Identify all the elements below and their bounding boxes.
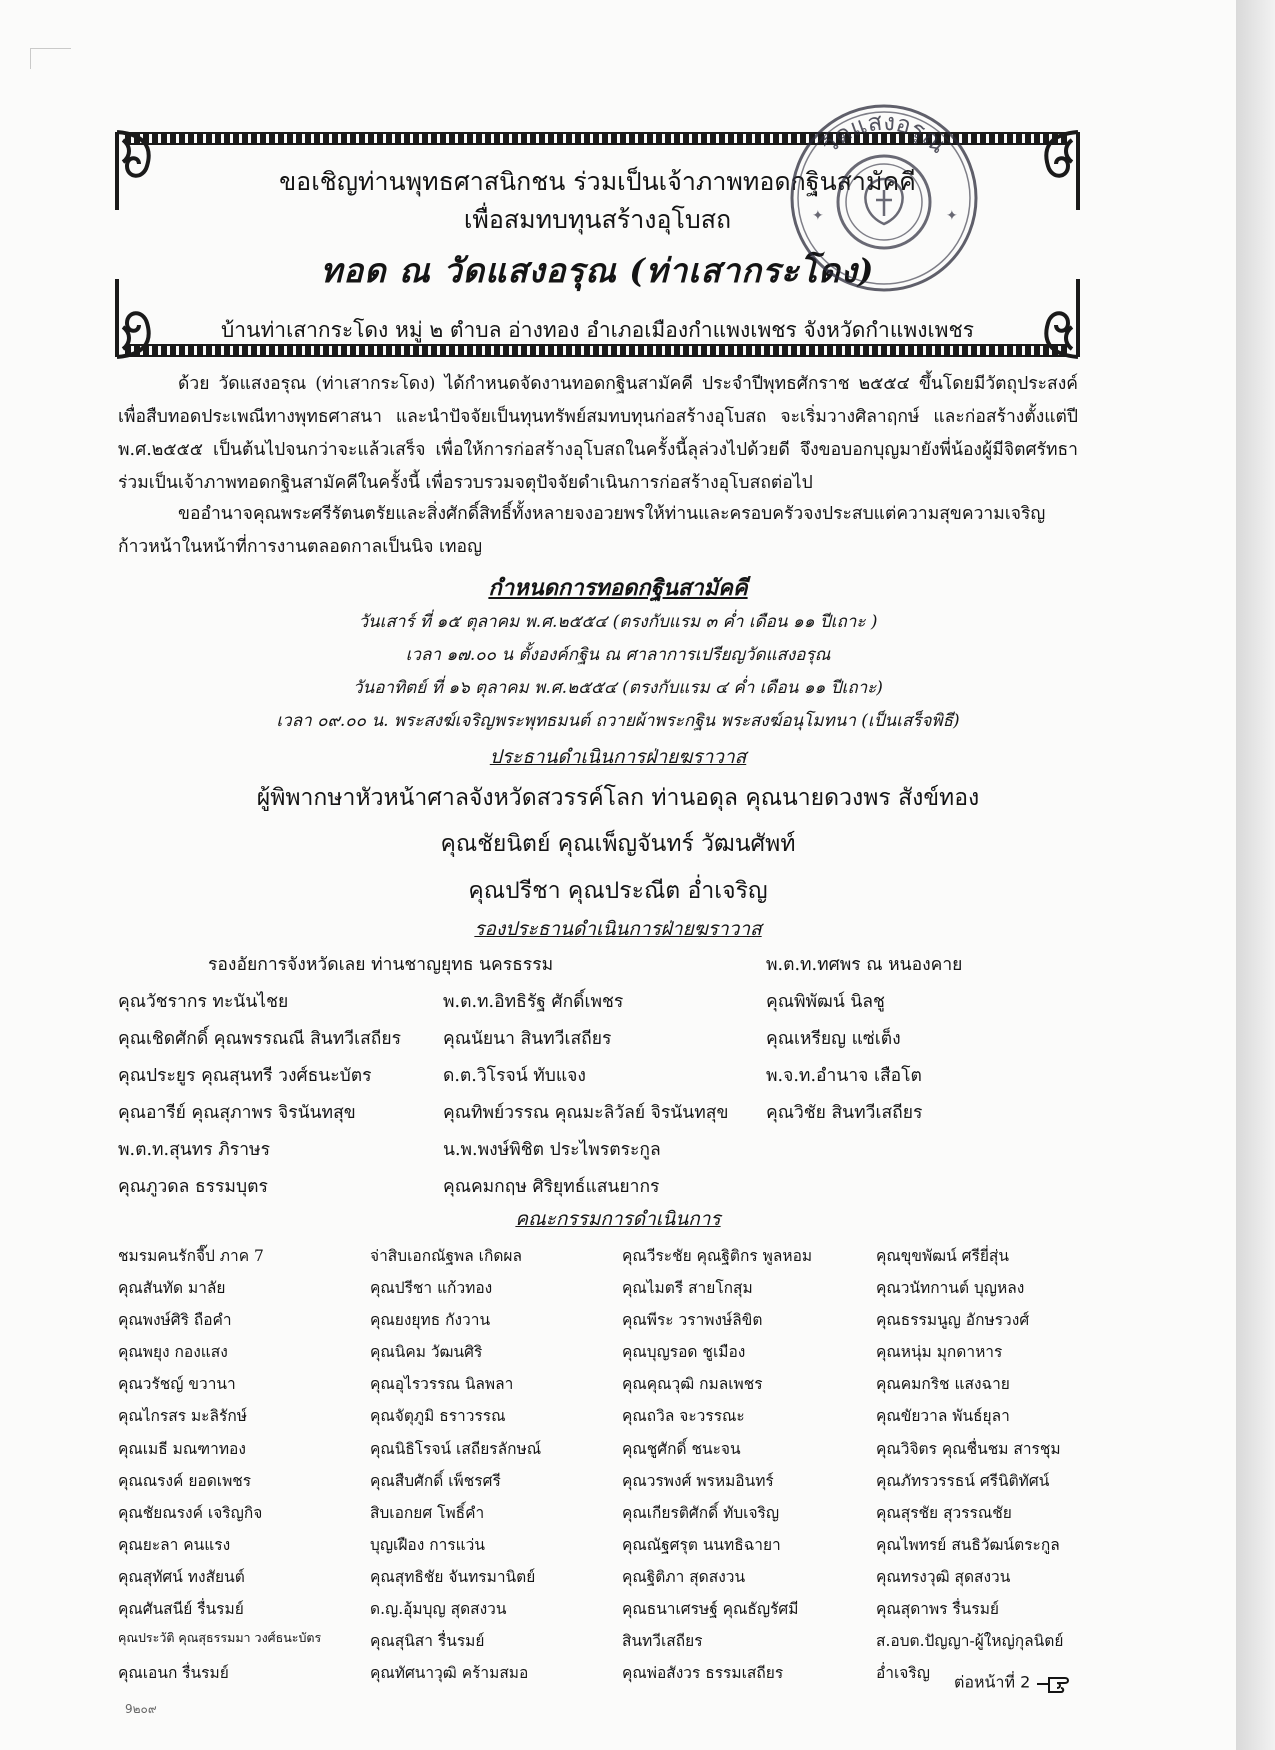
name-entry: คุณประวัติ คุณสุธรรมมา วงศ์ธนะบัตร	[118, 1630, 322, 1646]
name-entry: คุณคมกริช แสงฉาย	[876, 1375, 1010, 1394]
committee-row	[118, 1500, 1138, 1532]
name-entry: คุณคุณวุฒิ กมลเพชร	[622, 1375, 763, 1394]
name-entry: พ.ต.ท.อิทธิรัฐ ศักดิ์เพชร	[443, 992, 624, 1012]
name-entry: คุณพยุง กองแสง	[118, 1343, 228, 1362]
name-entry: คุณพ่อสังวร ธรรมเสถียร	[622, 1664, 784, 1683]
svg-text:✦: ✦	[812, 208, 824, 224]
vice-chairman-row	[118, 987, 1128, 1024]
name-entry: คุณพิพัฒน์ นิลชู	[766, 992, 885, 1012]
committee-row	[118, 1339, 1138, 1371]
committee-row	[118, 1564, 1138, 1596]
name-entry: คุณวรพงศ์ พรหมอินทร์	[622, 1471, 774, 1490]
intro-paragraph-2: ขออำนาจคุณพระศรีรัตนตรัยและสิ่งศักดิ์สิทธิ์ทั้งหลายจงอวยพรให้ท่านและครอบครัวจงประสบแต่ความสุขความเจริญก้าวหน้าในหน้าที่การงานตลอดกาลเป็นนิจ เทอญ	[118, 504, 1046, 557]
name-entry: คุณขัยวาล พันธ์ยุลา	[876, 1407, 1010, 1426]
name-entry: คุณนิธิโรจน์ เสถียรลักษณ์	[370, 1439, 542, 1458]
vice-chairman-row	[118, 1098, 1128, 1135]
banner-invitation: ขอเชิญท่านพุทธศาสนิกชน ร่วมเป็นเจ้าภาพทอดกฐินสามัคคี	[279, 167, 916, 196]
name-entry: คุณวิชัย สินทวีเสถียร	[766, 1103, 923, 1123]
name-entry: คุณไพทรย์ สนธิวัฒน์ตระกูล	[876, 1535, 1060, 1554]
name-entry: คุณสืบศักดิ์ เพ็ชรศรี	[370, 1471, 501, 1490]
name-entry: คุณภัทรวรรธน์ ศรีนิติทัศน์	[876, 1471, 1050, 1490]
schedule-line: วันอาทิตย์ ที่ ๑๖ ตุลาคม พ.ศ.๒๕๕๔ (ตรงกับแรม ๔ ค่ำ เดือน ๑๑ ปีเถาะ)	[353, 678, 883, 698]
name-entry: คุณสุนิสา รื่นรมย์	[370, 1632, 485, 1651]
vice-chairman-title: รองประธานดำเนินการฝ่ายฆราวาส	[474, 918, 762, 940]
committee-list	[118, 1243, 1138, 1692]
name-entry: คุณสุทัศน์ ทงสัยนต์	[118, 1567, 245, 1586]
committee-row	[118, 1628, 1138, 1660]
name-entry: คุณภูวดล ธรรมบุตร	[118, 1177, 268, 1197]
name-entry: ด.ญ.อุ้มบุญ สุดสงวน	[370, 1600, 507, 1619]
chairman-line: คุณปรีชา คุณประณีต อ่ำเจริญ	[468, 878, 768, 904]
name-entry: คุณปรีชา แก้วทอง	[370, 1279, 493, 1298]
name-entry: คุณเหรียญ แซ่เต็ง	[766, 1029, 901, 1049]
name-entry: รองอัยการจังหวัดเลย ท่านชาญยุทธ นครธรรม	[208, 955, 554, 975]
name-entry: คุณสุรชัย สุวรรณชัย	[876, 1503, 1012, 1522]
name-entry: คุณทัศนาวุฒิ คร้ามสมอ	[370, 1664, 529, 1683]
name-entry: พ.ต.ท.ทศพร ณ หนองคาย	[766, 955, 963, 975]
committee-title: คณะกรรมการดำเนินการ	[515, 1208, 721, 1230]
name-entry: คุณธรรมนูญ อักษรวงศ์	[876, 1311, 1030, 1330]
name-entry: พ.จ.ท.อำนาจ เสือโต	[766, 1066, 922, 1086]
next-page-indicator	[954, 1670, 1073, 1696]
name-entry: คุณขุขพัฒน์ ศรียี่สุ่น	[876, 1247, 1009, 1265]
chairman-line: ผู้พิพากษาหัวหน้าศาลจังหวัดสวรรค์โลก ท่านอดุล คุณนายดวงพร สังข์ทอง	[256, 785, 980, 811]
committee-row	[118, 1468, 1138, 1500]
name-entry: คุณหนุ่ม มุกดาหาร	[876, 1343, 1003, 1362]
name-entry: คุณนัยนา สินทวีเสถียร	[443, 1029, 612, 1049]
name-entry: คุณทรงวุฒิ สุดสงวน	[876, 1567, 1011, 1586]
name-entry: คุณวิจิตร คุณชื่นชม สารชุม	[876, 1439, 1061, 1458]
seal-text: วัดแสงอรุณ	[815, 107, 952, 160]
name-entry: คุณสุทธิชัย จันทรมานิตย์	[370, 1567, 536, 1586]
schedule-line: เวลา ๑๗.๐๐ น ตั้งองค์กฐิน ณ ศาลาการเปรียญวัดแสงอรุณ	[405, 645, 831, 665]
name-entry: คุณศันสนีย์ รื่นรมย์	[118, 1600, 244, 1619]
next-page-label: ต่อหน้าที่ 2	[954, 1672, 1031, 1692]
name-entry: คุณถวิล จะวรรณะ	[622, 1407, 745, 1426]
name-entry: คุณยงยุทธ กังวาน	[370, 1311, 491, 1330]
name-entry: คุณเกียรติศักดิ์ ทับเจริญ	[622, 1503, 780, 1522]
committee-row	[118, 1436, 1138, 1468]
name-entry: ด.ต.วิโรจน์ ทับแจง	[443, 1066, 586, 1086]
committee-row	[118, 1307, 1138, 1339]
name-entry: คุณอุไรวรรณ นิลพลา	[370, 1375, 514, 1394]
committee-row	[118, 1243, 1138, 1275]
name-entry: สิบเอกยศ โพธิ์คำ	[370, 1503, 485, 1522]
intro-paragraph-1: ด้วย วัดแสงอรุณ (ท่าเสากระโดง) ได้กำหนดจัดงานทอดกฐินสามัคคี ประจำปีพุทธศักราช ๒๕๕๔ ขึ้นโดยมีวัตถุประสงค์เพื่อสืบทอดประเพณีทางพุทธศาสนา และนำปัจจัยเป็นทุนทรัพย์สมทบทุนก่อสร้างอุโบสถ จะเริ่มวางศิลาฤกษ์ และก่อสร้างตั้งแต่ปี พ.ศ.๒๕๕๕ เป็นต้นไปจนกว่าจะแล้วเสร็จ เพื่อให้การก่อสร้างอุโบสถในครั้งนี้ลุล่วงไปด้วยดี จึงขอบอกบุญมายังพี่น้องผู้มีจิตศรัทธา ร่วมเป็นเจ้าภาพทอดกฐินสามัคคีในครั้งนี้ เพื่อรวบรวมจตุปัจจัยดำเนินการก่อสร้างอุโบสถต่อไป	[118, 374, 1078, 493]
name-entry: สินทวีเสถียร	[622, 1632, 703, 1651]
document-number: 9๒๐๙	[125, 1702, 157, 1716]
scan-background-edge	[1236, 0, 1275, 1750]
name-entry: คุณไมตรี สายโกสุม	[622, 1279, 753, 1298]
name-entry: คุณชัยณรงค์ เจริญกิจ	[118, 1503, 263, 1522]
vice-chairman-row	[118, 950, 1128, 987]
name-entry: คุณณรงค์ ยอดเพชร	[118, 1471, 252, 1490]
schedule-title: กำหนดการทอดกฐินสามัคคี	[488, 575, 748, 601]
name-entry: คุณวัชรากร ทะนันไชย	[118, 992, 289, 1012]
name-entry: คุณอารีย์ คุณสุภาพร จิรนันทสุข	[118, 1103, 356, 1123]
committee-row	[118, 1403, 1138, 1435]
name-entry: คุณฐิติภา สุดสงวน	[622, 1567, 746, 1586]
svg-text:วัดแสงอรุณ	[815, 108, 951, 159]
name-entry: คุณทิพย์วรรณ คุณมะลิวัลย์ จิรนันทสุข	[443, 1103, 729, 1123]
name-entry: คุณจัตุภูมิ ธราวรรณ	[370, 1407, 506, 1426]
temple-seal-stamp	[786, 100, 982, 296]
name-entry: คุณยะลา คนแรง	[118, 1535, 231, 1554]
name-entry: คุณเอนก รื่นรมย์	[118, 1664, 229, 1683]
name-entry: คุณประยูร คุณสุนทรี วงศ์ธนะบัตร	[118, 1066, 372, 1086]
scan-corner-mark	[30, 48, 71, 69]
name-entry: น.พ.พงษ์พิชิต ประไพรตระกูล	[443, 1140, 661, 1160]
vice-chairman-row	[118, 1061, 1128, 1098]
name-entry: คุณคมกฤษ ศิริยุทธ์แสนยากร	[443, 1177, 660, 1197]
schedule-line: วันเสาร์ ที่ ๑๕ ตุลาคม พ.ศ.๒๕๕๔ (ตรงกับแรม ๓ ค่ำ เดือน ๑๑ ปีเถาะ )	[358, 612, 878, 632]
name-entry: คุณวรัชญ์ ขวานา	[118, 1375, 236, 1394]
name-entry: คุณบุญรอด ชูเมือง	[622, 1343, 746, 1362]
name-entry: คุณเชิดศักดิ์ คุณพรรณณี สินทวีเสถียร	[118, 1029, 402, 1049]
committee-row	[118, 1596, 1138, 1628]
name-entry: คุณสันทัด มาลัย	[118, 1279, 226, 1298]
banner-temple-name: ทอด ณ วัดแสงอรุณ (ท่าเสากระโดง)	[320, 251, 875, 290]
svg-text:✦: ✦	[946, 208, 958, 224]
committee-row	[118, 1371, 1138, 1403]
name-entry: ชมรมคนรักจี๊ป ภาค 7	[118, 1247, 264, 1265]
vice-chairman-row	[118, 1135, 1128, 1172]
name-entry: จ่าสิบเอกณัฐพล เกิดผล	[370, 1247, 522, 1265]
schedule-line: เวลา ๐๙.๐๐ น. พระสงฆ์เจริญพระพุทธมนต์ ถวายผ้าพระกฐิน พระสงฆ์อนุโมทนา (เป็นเสร็จพิธี)	[276, 711, 960, 731]
name-entry: คุณเมธี มณฑาทอง	[118, 1439, 246, 1458]
committee-row	[118, 1275, 1138, 1307]
name-entry: คุณชูศักดิ์ ชนะจน	[622, 1439, 741, 1458]
vice-chairman-list	[118, 950, 1128, 1209]
name-entry: คุณพงษ์ศิริ ถือคำ	[118, 1311, 232, 1330]
chairman-line: คุณชัยนิตย์ คุณเพ็ญจันทร์ วัฒนศัพท์	[440, 831, 796, 857]
name-entry: คุณไกรสร มะลิรักษ์	[118, 1407, 247, 1426]
name-entry: บุญเฝือง การแว่น	[370, 1535, 485, 1554]
name-entry: คุณณัฐศรุต นนทธิฉายา	[622, 1535, 781, 1554]
name-entry: คุณวีระชัย คุณฐิติกร พูลหอม	[622, 1247, 813, 1265]
chairman-title: ประธานดำเนินการฝ่ายฆราวาส	[489, 746, 747, 768]
name-entry: คุณวนัทกานต์ บุญหลง	[876, 1279, 1025, 1298]
name-entry: คุณธนาเศรษฐ์ คุณธัญรัศมี	[622, 1600, 799, 1619]
name-entry: อ่ำเจริญ	[876, 1664, 930, 1683]
name-entry: คุณสุดาพร รื่นรมย์	[876, 1600, 999, 1619]
pointing-hand-icon	[1035, 1670, 1073, 1696]
name-entry: คุณนิคม วัฒนศิริ	[370, 1343, 483, 1362]
vice-chairman-row	[118, 1024, 1128, 1061]
name-entry: ส.อบต.ปัญญา-ผู้ใหญ่กุลนิตย์	[876, 1632, 1064, 1651]
banner-purpose: เพื่อสมทบทุนสร้างอุโบสถ	[463, 205, 732, 234]
committee-row	[118, 1532, 1138, 1564]
banner-address: บ้านท่าเสากระโดง หมู่ ๒ ตำบล อ่างทอง อำเภอเมืองกำแพงเพชร จังหวัดกำแพงเพชร	[220, 318, 975, 342]
name-entry: คุณพีระ วราพงษ์ลิขิต	[622, 1311, 763, 1330]
name-entry: พ.ต.ท.สุนทร ภิราษร	[118, 1140, 270, 1160]
